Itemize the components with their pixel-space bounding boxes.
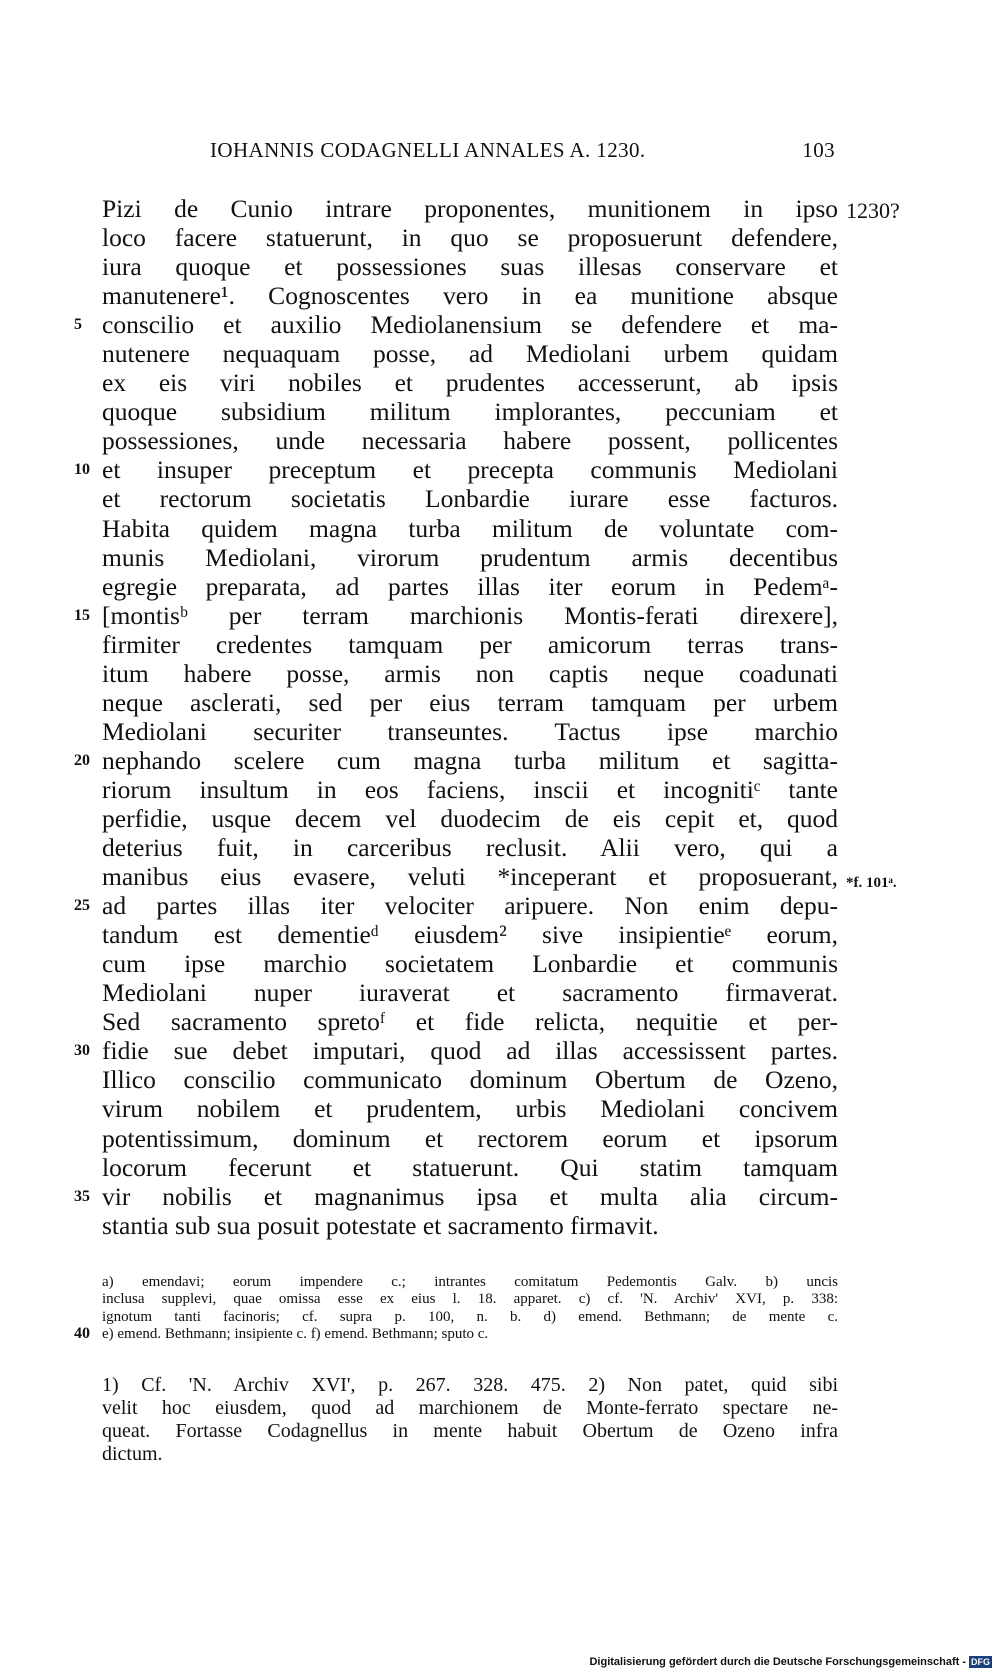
critical-apparatus bbox=[102, 1274, 838, 1343]
text-line: ex eis viri nobiles et prudentes accesserunt, ab ipsis bbox=[102, 368, 838, 398]
text-line: vir nobilis et magnanimus ipsa et multa alia circum- bbox=[102, 1181, 838, 1211]
margin-year: 1230? bbox=[846, 198, 900, 223]
text-line: neque asclerati, sed per eius terram tamquam per urbem bbox=[102, 687, 838, 717]
text-line: locorum fecerunt et statuerunt. Qui statim tamquam bbox=[102, 1152, 838, 1182]
apparatus-line-number: 40 bbox=[74, 1325, 90, 1342]
text-line: quoque subsidium militum implorantes, peccuniam et bbox=[102, 397, 838, 427]
apparatus-line: e) emend. Bethmann; insipiente c. f) emend. Bethmann; sputo c. bbox=[102, 1325, 489, 1342]
text-line: [montisᵇ per terram marchionis Montis-ferati direxere], bbox=[102, 600, 838, 630]
text-line: et rectorum societatis Lonbardie iurare esse facturos. bbox=[102, 484, 838, 514]
text-line: Pizi de Cunio intrare proponentes, munitionem in ipso bbox=[102, 194, 838, 223]
running-title: IOHANNIS CODAGNELLI ANNALES A. 1230. bbox=[210, 138, 646, 162]
text-line: iura quoque et possessiones suas illesas conservare et bbox=[102, 252, 838, 282]
line-number: 10 bbox=[74, 461, 90, 479]
apparatus-line: a) emendavi; eorum impendere c.; intrantes comitatum Pedemontis Galv. b) uncis bbox=[102, 1274, 838, 1290]
apparatus-line: ignotum tanti facinoris; cf. supra p. 100, n. b. d) emend. Bethmann; de mente c. bbox=[102, 1308, 838, 1325]
main-text bbox=[102, 194, 838, 1240]
text-line: Mediolani securiter transeuntes. Tactus ipse marchio bbox=[102, 716, 838, 746]
text-line: manutenere¹. Cognoscentes vero in ea munitione absque bbox=[102, 281, 838, 311]
line-number: 15 bbox=[74, 606, 90, 624]
footnote-line: queat. Fortasse Codagnellus in mente habuit Obertum de Ozeno infra bbox=[102, 1420, 838, 1442]
text-line: Habita quidem magna turba militum de voluntate com- bbox=[102, 513, 838, 543]
text-line: munis Mediolani, virorum prudentum armis decentibus bbox=[102, 542, 838, 572]
text-line: conscilio et auxilio Mediolanensium se defendere et ma- bbox=[102, 310, 838, 340]
line-number: 25 bbox=[74, 897, 90, 915]
text-line: Sed sacramento spretoᶠ et fide relicta, nequitie et per- bbox=[102, 1007, 838, 1037]
text-line: perfidie, usque decem vel duodecim de eis cepit et, quod bbox=[102, 803, 838, 833]
text-line: potentissimum, dominum et rectorem eorum et ipsorum bbox=[102, 1123, 838, 1153]
dfg-logo: DFG bbox=[971, 1657, 990, 1667]
credit-text: Digitalisierung gefördert durch die Deutsche Forschungsgemeinschaft - bbox=[589, 1656, 966, 1668]
page-number: 103 bbox=[802, 138, 835, 162]
margin-folio-note: *f. 101ᵃ. bbox=[846, 875, 897, 891]
footnote-line: velit hoc eiusdem, quod ad marchionem de Monte-ferrato spectare ne- bbox=[102, 1397, 838, 1419]
apparatus-line: inclusa supplevi, quae omissa esse ex eius l. 18. apparet. c) cf. 'N. Archiv' XVI, p. 338: bbox=[102, 1291, 838, 1308]
line-number: 35 bbox=[74, 1187, 90, 1205]
footnote-line: dictum. bbox=[102, 1443, 163, 1465]
text-line: egregie preparata, ad partes illas iter eorum in Pedemᵃ- bbox=[102, 571, 838, 601]
footnotes bbox=[102, 1374, 838, 1466]
text-line: fidie sue debet imputari, quod ad illas accessissent partes. bbox=[102, 1036, 838, 1066]
text-line: itum habere posse, armis non captis neque coadunati bbox=[102, 658, 838, 688]
text-line: tandum est dementieᵈ eiusdem² sive insipientieᵉ eorum, bbox=[102, 920, 838, 950]
line-number: 20 bbox=[74, 751, 90, 769]
digitization-credit bbox=[589, 1656, 992, 1668]
text-line: deterius fuit, in carceribus reclusit. Alii vero, qui a bbox=[102, 833, 838, 863]
text-line: virum nobilem et prudentem, urbis Mediolani concivem bbox=[102, 1094, 838, 1124]
text-line: Illico conscilio communicato dominum Obertum de Ozeno, bbox=[102, 1065, 838, 1095]
footnote-line: 1) Cf. 'N. Archiv XVI', p. 267. 328. 475. 2) Non patet, quid sibi bbox=[102, 1374, 838, 1396]
text-line: possessiones, unde necessaria habere possent, pollicentes bbox=[102, 426, 838, 456]
line-number: 5 bbox=[74, 316, 82, 334]
text-line: stantia sub sua posuit potestate et sacramento firmavit. bbox=[102, 1210, 659, 1240]
text-line: manibus eius evasere, veluti *inceperant et proposuerant, bbox=[102, 862, 838, 892]
text-line: ad partes illas iter velociter aripuere. Non enim depu- bbox=[102, 891, 838, 921]
text-line: loco facere statuerunt, in quo se proposuerunt defendere, bbox=[102, 223, 838, 253]
text-line: cum ipse marchio societatem Lonbardie et communis bbox=[102, 949, 838, 979]
text-line: et insuper preceptum et precepta communis Mediolani bbox=[102, 455, 838, 485]
text-line: firmiter credentes tamquam per amicorum terras trans- bbox=[102, 629, 838, 659]
line-number: 30 bbox=[74, 1042, 90, 1060]
text-line: riorum insultum in eos faciens, inscii et incognitiᶜ tante bbox=[102, 774, 838, 804]
text-line: nutenere nequaquam posse, ad Mediolani urbem quidam bbox=[102, 339, 838, 369]
text-line: nephando scelere cum magna turba militum et sagitta- bbox=[102, 745, 838, 775]
text-line: Mediolani nuper iuraverat et sacramento firmaverat. bbox=[102, 978, 838, 1008]
